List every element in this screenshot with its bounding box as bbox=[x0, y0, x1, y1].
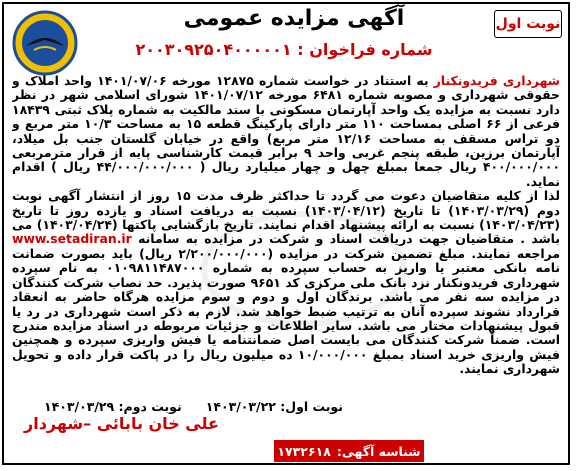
body-paragraph-1 bbox=[12, 74, 560, 189]
org-name: شهرداری فریدونکنار bbox=[433, 74, 560, 88]
publication-dates bbox=[44, 399, 428, 414]
call-number-label: شماره فراخوان : bbox=[297, 40, 433, 59]
body-text-1: به استناد در خواست شماره ۱۲۸۷۵ مورخه ۱۴۰۱/۰۷/۰۶ واحد املاک و حقوقی شهرداری و مصوبه شماره ۶۴۸۱ مورخه ۱۴۰۱/۰۷/۱۲ شورای اسلامی شهر در نظر دارد نسبت به مزایده یک واحد آپارتمان مسکونی با سند مالکیت به شماره پلاک ثبتی ۱۸۴۳۹ فرعی از ۶۶ اصلی بمساحت ۱۱۰ متر دارای پارکینگ قطعه ۱۵ به مساحت ۱۰/۳ متر مربع و دو تراس مسقف به مساحت ۱۲/۱۶ متر مربع) واقع در خیابان گلستان جنب بل میلاد، آپارتمان برزین، طبقه پنجم غربی واحد ۹ برابر قیمت کارشناسی پایه از قرار مترمربعی ۴۰۰/۰۰۰/۰۰۰ ریال جمعا بمبلغ چهل و چهار میلیارد ریال ( ۴۴/۰۰۰/۰۰۰/۰۰۰ ریال ) اقدام نماید. bbox=[12, 74, 560, 189]
announcement-body bbox=[12, 74, 560, 384]
ad-id-label: شناسه آگهی: bbox=[336, 443, 421, 459]
page-title: آگهی مزایده عمومی bbox=[183, 6, 405, 31]
ad-id-badge bbox=[274, 440, 424, 462]
signer-name: علی خان بابائی –شهردار bbox=[24, 414, 219, 433]
announcement-frame bbox=[2, 2, 570, 465]
municipality-logo-icon bbox=[12, 10, 78, 76]
ad-id-number: ۱۷۳۲۶۱۸ bbox=[277, 443, 331, 459]
body-text-3: مراجعه نمایند. مبلغ تضمین شرکت در مزایده (۲/۲۰۰/۰۰۰/۰۰۰ ریال) باید بصورت ضمانت نامه بانکی معتبر یا واریز به حساب سپرده به شماره ۰۱۰۹۸۱۱۴۸۷۰۰۰ به نام سپرده شهرداری فریدونکنار نزد بانک ملی مرکزی کد ۹۶۵۱ صورت پذیرد. حد نصاب شرکت کنندگان در مزایده سه نفر می باشد. برندگان اول و دوم و سوم مزایده هرگاه حاضر به انعقاد قرارداد نشوند سپرده آنان به ترتیب ضبط خواهد شد. لازم به ذکر است شهرداری در رد یا قبول پیشنهادات مختار می باشد. سایر اطلاعات و جزئیات مربوطه در اسناد مزایده مندرج است. ضمناً شرکت کنندگان می بایست اصل ضمانتنامه یا فیش واریزی سپرده و همچنین فیش واریزی خرید اسناد بمبلغ ۱۰/۰۰۰/۰۰۰ ده میلیون ریال را در پاکت قرار داده و تحویل شهرداری نمایند. bbox=[12, 245, 560, 377]
round-badge: نوبت اول bbox=[494, 10, 562, 38]
first-publication: نوبت اول: ۱۴۰۳/۰۳/۲۲ bbox=[205, 399, 343, 414]
body-text-2: لذا از کلیه متقاضیان دعوت می گردد تا حداکثر ظرف مدت ۱۵ روز از انتشار آگهی نوبت دوم (۱۴۰۳/۰۳/۲۹) تا تاریخ (۱۴۰۳/۰۴/۱۲) نسبت به دریافت اسناد و یازده روز تا تاریخ (۱۴۰۳/۰۴/۲۳) نسبت به ارائه پیشنهاد اقدام نمایند. تاریخ بازگشایی پاکتها (۱۴۰۳/۰۴/۲۴) می باشد . متقاضیان جهت دریافت اسناد و شرکت در مزایده به سامانه bbox=[12, 188, 560, 247]
call-number-line bbox=[124, 40, 444, 59]
body-paragraph-2 bbox=[12, 189, 560, 376]
setadiran-link[interactable]: www.setadiran.ir bbox=[12, 231, 132, 247]
second-publication: نوبت دوم: ۱۴۰۳/۰۳/۲۹ bbox=[44, 399, 182, 414]
call-number-value: ۲۰۰۳۰۹۲۵۰۴۰۰۰۰۰۱ bbox=[135, 40, 292, 59]
